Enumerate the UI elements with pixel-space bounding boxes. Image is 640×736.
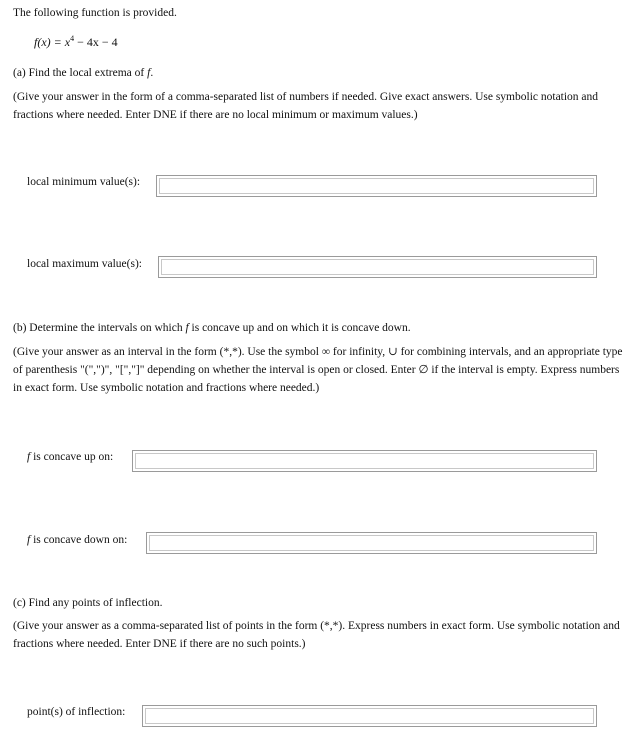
local-min-label: local minimum value(s): (27, 176, 141, 188)
concave-up-text: is concave up on: (30, 451, 114, 463)
concave-up-label (27, 451, 113, 463)
part-a-instructions: (Give your answer in the form of a comma-separated list of numbers if needed. Give exact answers. Use symbolic notation and fractions where needed. Enter DNE if there are no local minimum or maximum values.) (13, 91, 599, 121)
part-b-instr-4: if the interval is empty. Express numbers in exact form. Use symbolic notation and fractions where needed.) (13, 364, 620, 394)
part-c-heading: (c) Find any points of inflection. (13, 597, 163, 609)
concave-up-input[interactable] (135, 453, 594, 469)
function-exponent: 4 (70, 34, 75, 43)
infinity-symbol: ∞ (321, 346, 331, 358)
part-b-heading-prefix: (b) Determine the intervals on which (13, 322, 186, 334)
part-a-heading-suffix: . (150, 67, 154, 79)
function-lhs: f(x) = x (34, 35, 71, 49)
function-rhs: − 4x − 4 (74, 35, 118, 49)
concave-down-box (146, 532, 597, 554)
inflection-label: point(s) of inflection: (27, 706, 126, 718)
intro-text: The following function is provided. (13, 7, 177, 19)
part-a-heading-func: f (147, 67, 151, 79)
part-b-instructions (13, 343, 628, 397)
local-min-box (156, 175, 597, 197)
concave-down-label (27, 534, 127, 546)
part-b-heading-func: f (185, 322, 189, 334)
concave-up-func: f (27, 451, 31, 463)
local-max-input[interactable] (161, 259, 594, 275)
concave-down-text: is concave down on: (30, 534, 128, 546)
part-b-heading-suffix: is concave up and on which it is concave down. (188, 322, 411, 334)
part-b-instr-2: for infinity, (330, 346, 389, 358)
part-b-instr-3: for combining intervals, and an appropriate type of parenthesis "(",")", "[","]" depending on whether the interval is open or closed. Enter (13, 346, 623, 376)
local-max-box (158, 256, 597, 278)
inflection-input[interactable] (145, 708, 594, 724)
part-a-heading (13, 64, 628, 82)
part-c-instructions: (Give your answer as a comma-separated list of points in the form (*,*). Express numbers in exact form. Use symbolic notation and fractions where needed. Enter DNE if there are no such points.) (13, 620, 620, 650)
union-symbol: ∪ (388, 346, 398, 358)
part-b-instr-1: (Give your answer as an interval in the form (*,*). Use the symbol (13, 346, 322, 358)
part-a-heading-prefix: (a) Find the local extrema of (13, 67, 148, 79)
local-max-label: local maximum value(s): (27, 258, 142, 270)
function-definition (34, 34, 118, 50)
concave-up-box (132, 450, 597, 472)
concave-down-input[interactable] (149, 535, 594, 551)
part-b-heading (13, 319, 628, 337)
inflection-box (142, 705, 597, 727)
local-min-input[interactable] (159, 178, 594, 194)
concave-down-func: f (27, 534, 31, 546)
empty-set-symbol: ∅ (418, 364, 429, 376)
